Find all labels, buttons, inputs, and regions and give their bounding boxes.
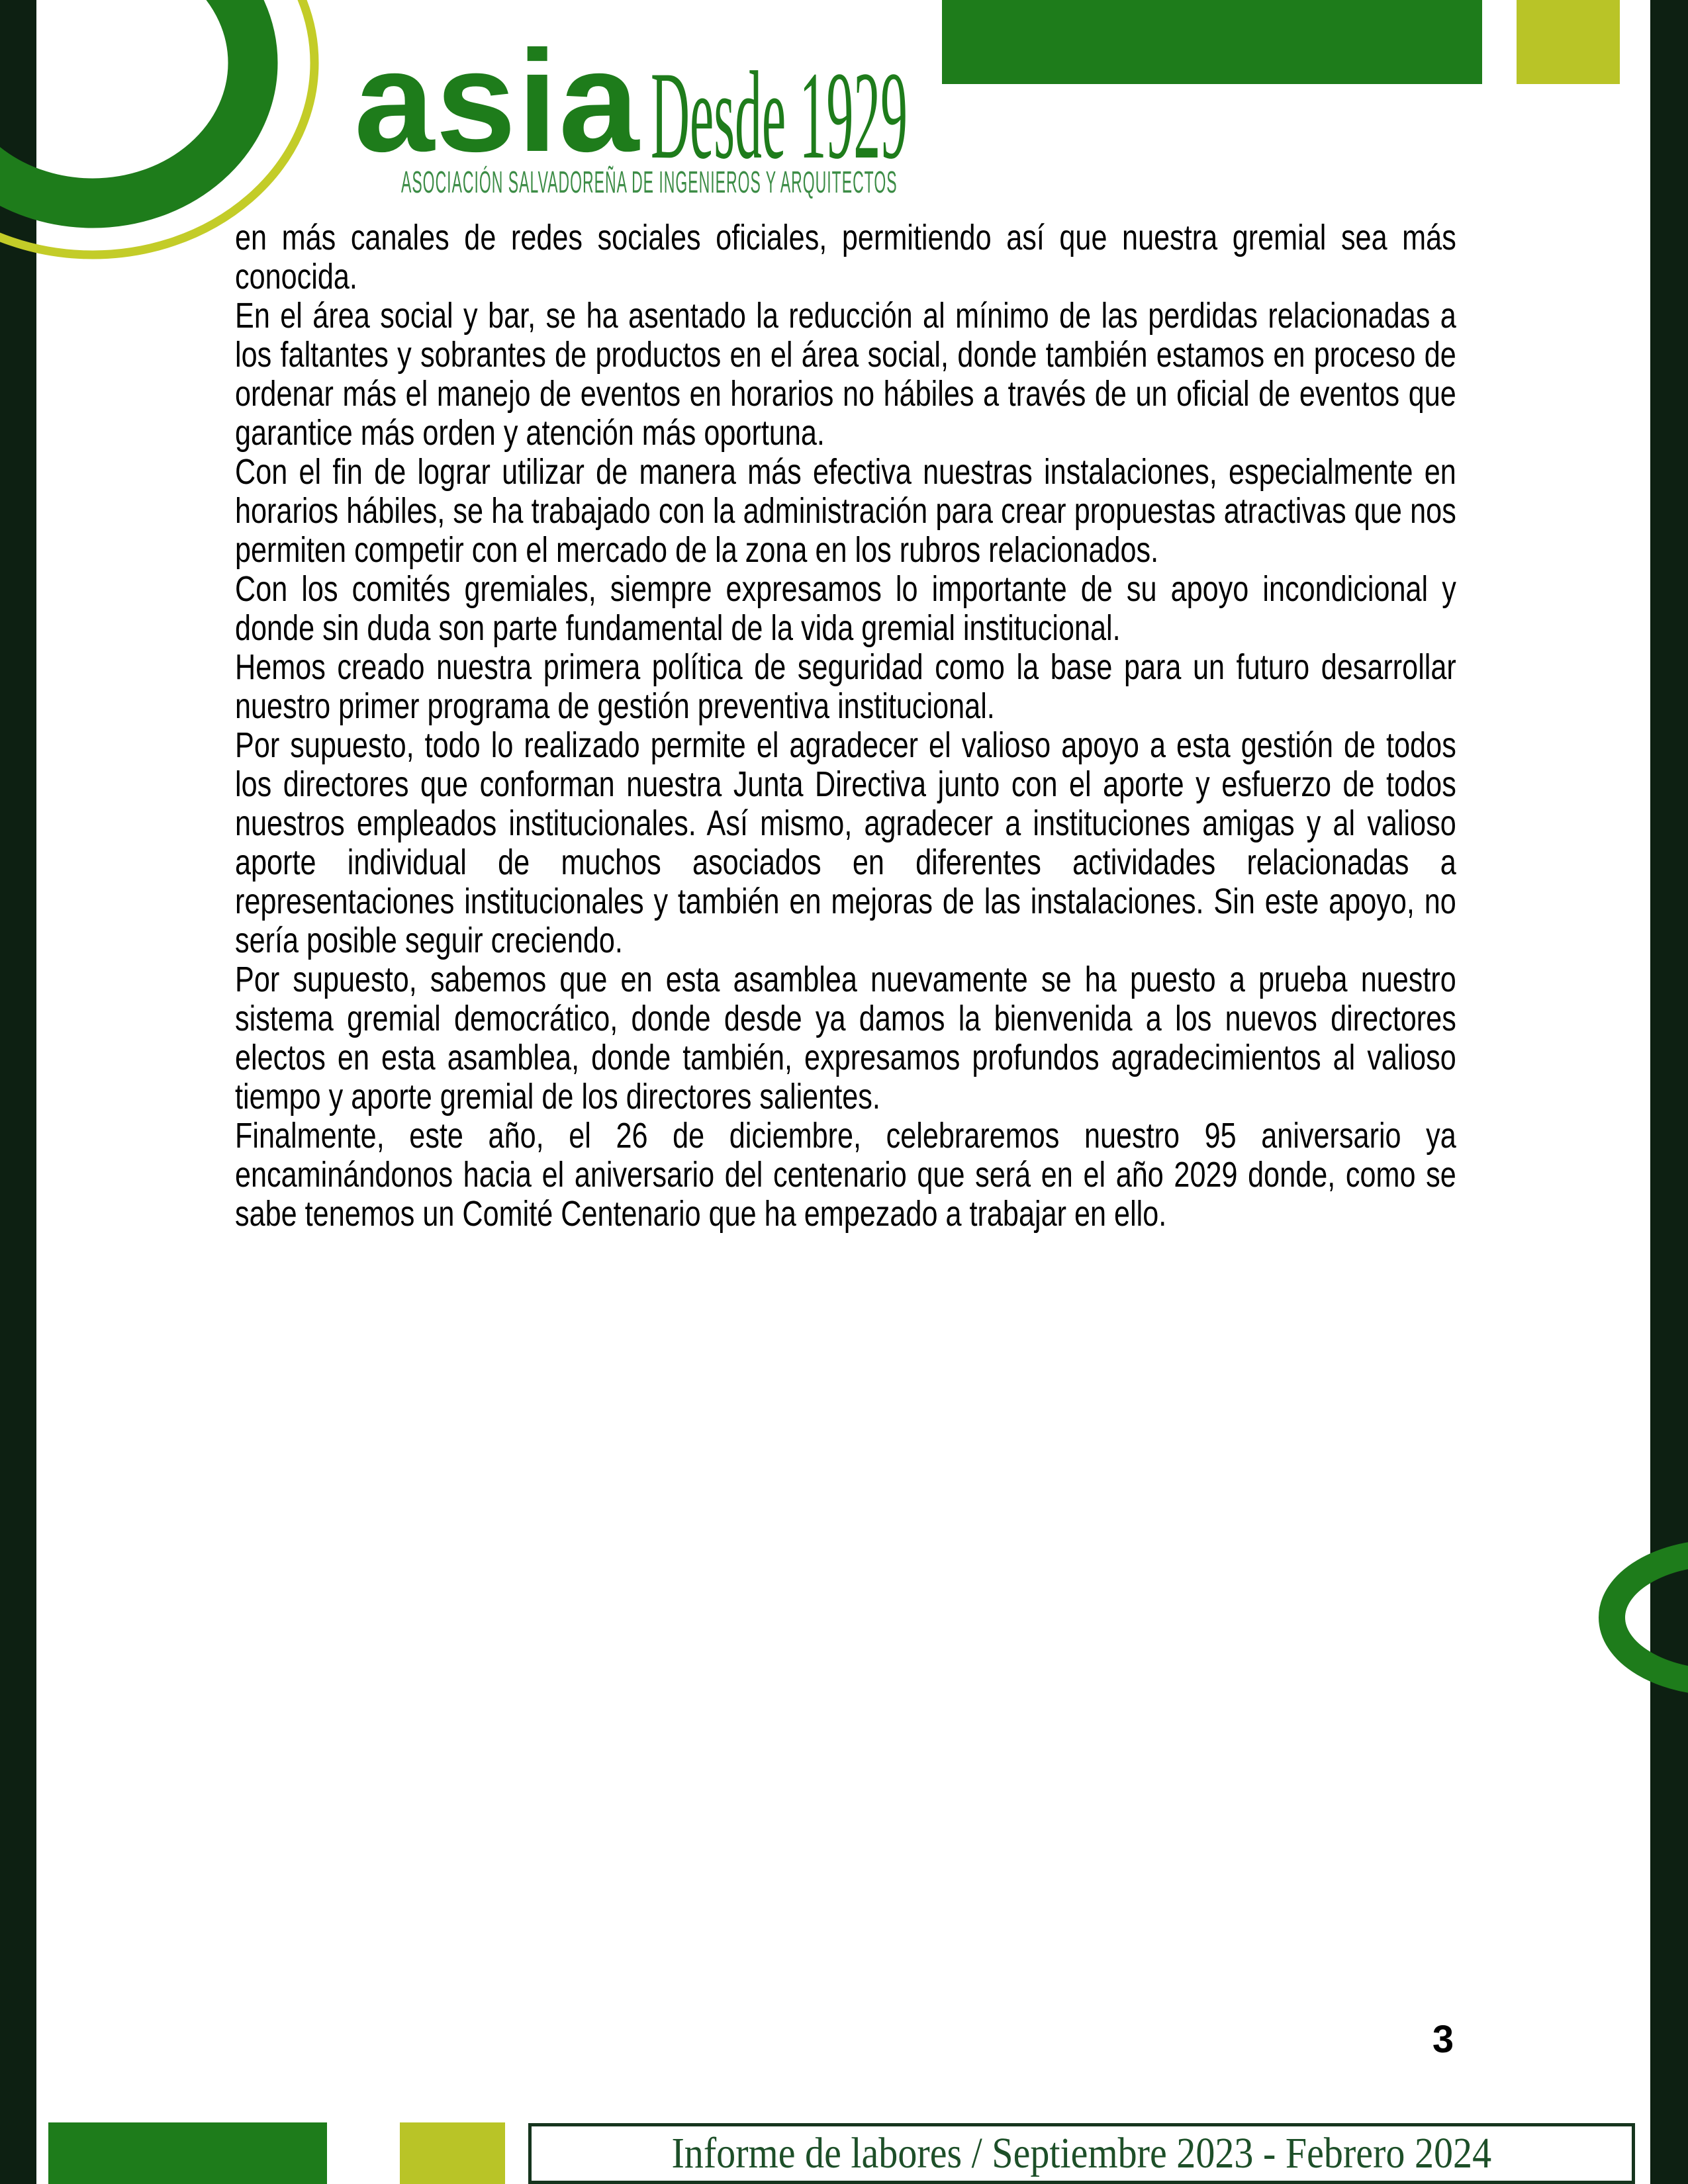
paragraph: Por supuesto, sabemos que en esta asamblea nuevamente se ha puesto a prueba nuestro sistema gremial democrático, donde desde ya damos la bienvenida a los nuevos directores electos en esta asamblea, donde también, expresamos profundos agradecimientos al valioso tiempo y aporte gremial de los directores salientes. (235, 960, 1456, 1116)
page-number: 3 (1432, 2018, 1454, 2061)
paragraph: En el área social y bar, se ha asentado la reducción al mínimo de las perdidas relacionadas a los faltantes y sobrantes de productos en el área social, donde también estamos en proceso de ordenar más el manejo de eventos en horarios no hábiles a través de un oficial de eventos que garantice más orden y atención más oportuna. (235, 296, 1456, 453)
footer-green-bar (48, 2122, 327, 2184)
paragraph: Con el fin de lograr utilizar de manera más efectiva nuestras instalaciones, especialmente en horarios hábiles, se ha trabajado con la administración para crear propuestas atractivas que nos permiten competir con el mercado de la zona en los rubros relacionados. (235, 452, 1456, 570)
footer-yellow-bar (400, 2122, 505, 2184)
header-yellow-bar (1517, 0, 1620, 84)
logo-brand-text: asia (354, 21, 641, 182)
paragraph: en más canales de redes sociales oficiales, permitiendo así que nuestra gremial sea más conocida. (235, 218, 1456, 296)
paragraph: Finalmente, este año, el 26 de diciembre, celebraremos nuestro 95 aniversario ya encaminándonos hacia el aniversario del centenario que será en el año 2029 donde, como se sabe tenemos un Comité Centenario que ha empezado a trabajar en ello. (235, 1116, 1456, 1234)
left-edge-bar (0, 0, 36, 2184)
top-left-yellow-arc (0, 0, 314, 255)
top-left-green-ring (0, 0, 253, 203)
paragraph: Hemos creado nuestra primera política de seguridad como la base para un futuro desarrollar nuestro primer programa de gestión preventiva institucional. (235, 647, 1456, 726)
logo-since-text: Desde 1929 (651, 46, 908, 185)
paragraph: Por supuesto, todo lo realizado permite el agradecer el valioso apoyo a esta gestión de todos los directores que conforman nuestra Junta Directiva junto con el aporte y esfuerzo de todos nuestros empleados institucionales. Así mismo, agradecer a instituciones amigas y al valioso aporte individual de muchos asociados en diferentes actividades relacionadas a representaciones institucionales y también en mejoras de las instalaciones. Sin este apoyo, no sería posible seguir creciendo. (235, 725, 1456, 960)
header-green-bar (942, 0, 1482, 84)
right-edge-bar (1650, 0, 1688, 2184)
footer-banner (528, 2123, 1635, 2184)
paragraph: Con los comités gremiales, siempre expresamos lo importante de su apoyo incondicional y donde sin duda son parte fundamental de la vida gremial institucional. (235, 569, 1456, 648)
asia-logo (354, 0, 1016, 218)
footer-banner-text: Informe de labores / Septiembre 2023 - Febrero 2024 (671, 2129, 1492, 2177)
logo-tagline-text: ASOCIACIÓN SALVADOREÑA DE INGENIEROS Y ARQUITECTOS (401, 165, 898, 199)
report-body-text (235, 218, 1456, 1234)
